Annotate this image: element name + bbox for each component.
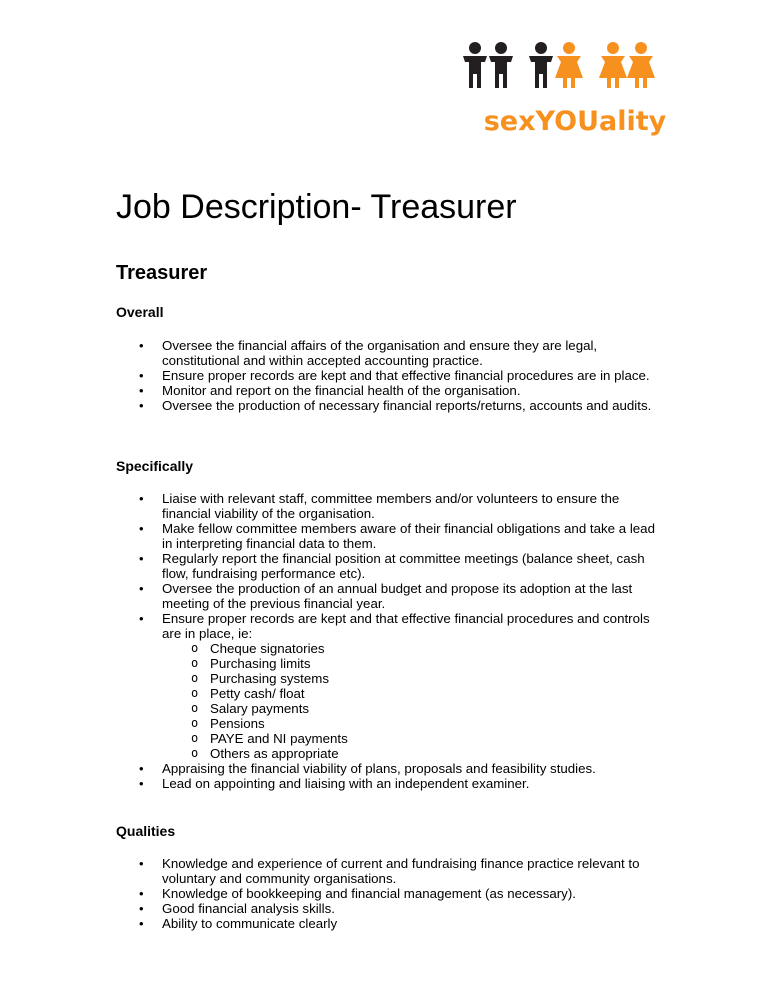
- list-item-with-sublist: [162, 611, 662, 761]
- role-heading: Treasurer: [116, 262, 208, 284]
- overall-list: [162, 338, 662, 413]
- logo: [455, 40, 695, 152]
- list-item: • Monitor and report on the financial health of the organisation.: [162, 383, 662, 398]
- list-item: • Knowledge of bookkeeping and financial management (as necessary).: [162, 886, 662, 901]
- list-item: • Liaise with relevant staff, committee members and/or volunteers to ensure the financial viability of the organisation.: [162, 491, 662, 521]
- sub-list-item: o Cheque signatories: [210, 641, 662, 656]
- controls-sublist: [162, 641, 662, 761]
- list-item: • Lead on appointing and liaising with an independent examiner.: [162, 776, 662, 791]
- sub-list-item: o Purchasing limits: [210, 656, 662, 671]
- logo-wordmark: sexYOUality: [483, 106, 667, 137]
- qualities-list: [162, 856, 662, 931]
- list-item-text: Ensure proper records are kept and that effective financial procedures and controls are in place, ie:: [162, 611, 650, 641]
- specifically-heading: Specifically: [116, 458, 194, 474]
- specifically-list: [162, 491, 662, 791]
- list-item: • Ability to communicate clearly: [162, 916, 662, 931]
- people-figures-icon: [455, 40, 695, 104]
- sub-list-item: o Petty cash/ float: [210, 686, 662, 701]
- list-item: • Make fellow committee members aware of their financial obligations and take a lead in interpreting financial data to them.: [162, 521, 662, 551]
- sub-list-item: o Others as appropriate: [210, 746, 662, 761]
- list-item: • Knowledge and experience of current and fundraising finance practice relevant to voluntary and community organisations.: [162, 856, 662, 886]
- list-item: • Oversee the production of an annual budget and propose its adoption at the last meeting of the previous financial year.: [162, 581, 662, 611]
- sub-list-item: o Purchasing systems: [210, 671, 662, 686]
- page-title: Job Description- Treasurer: [116, 188, 517, 226]
- sub-list-item: o Salary payments: [210, 701, 662, 716]
- list-item: • Good financial analysis skills.: [162, 901, 662, 916]
- list-item: • Oversee the financial affairs of the organisation and ensure they are legal, constitutional and within accepted accounting practice.: [162, 338, 662, 368]
- overall-heading: Overall: [116, 304, 164, 320]
- list-item: • Oversee the production of necessary financial reports/returns, accounts and audits.: [162, 398, 662, 413]
- list-item: • Ensure proper records are kept and that effective financial procedures are in place.: [162, 368, 662, 383]
- sub-list-item: o Pensions: [210, 716, 662, 731]
- list-item: • Appraising the financial viability of plans, proposals and feasibility studies.: [162, 761, 662, 776]
- list-item: • Regularly report the financial position at committee meetings (balance sheet, cash flow, fundraising performance etc).: [162, 551, 662, 581]
- sub-list-item: o PAYE and NI payments: [210, 731, 662, 746]
- qualities-heading: Qualities: [116, 823, 176, 839]
